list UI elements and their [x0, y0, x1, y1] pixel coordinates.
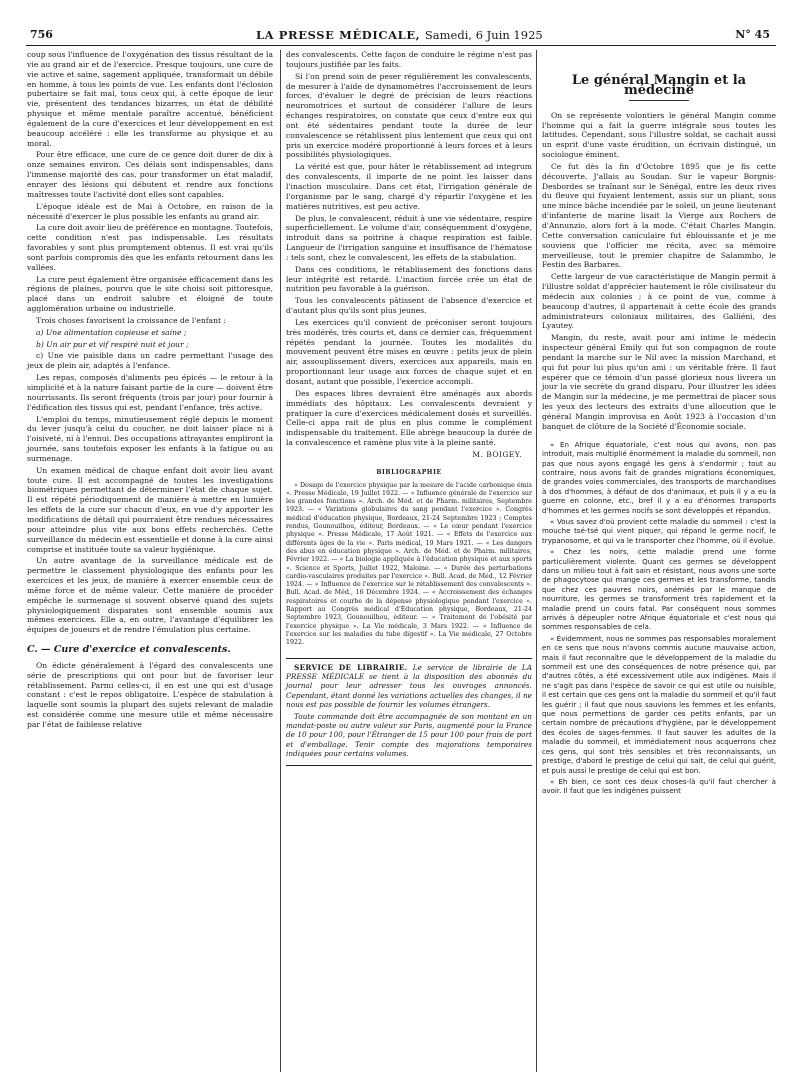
paragraph: Cette largeur de vue caractéristique de Mangin permit à l'illustre soldat d'apprécier hautement le rôle civilisateur du médecin aux colonies ; à ce point de vue, comme à beaucoup d'autres, il appartenait à cette école des grands administrateurs coloniaux militaires, des Galliéni, des Lyautey. [542, 272, 776, 331]
paragraph: Un autre avantage de la surveillance médicale est de permettre le classement physiologique des enfants pour les exercices et les jeux, de manière à exercer ensemble ceux de même force et de même valeur. Cette manière de procéder empêche le surmenage si souvent observé quand des sujets physiologiquement disparates sont ensemble soumis aux mêmes exercices. Elle a, en outre, l'avantage d'équilibrer les équipes de joueurs et de rendre l'émulation plus certaine. [27, 556, 273, 635]
paragraph: Trois choses favorisent la croissance de l'enfant : [36, 315, 226, 325]
paragraph: Ce fut dès la fin d'Octobre 1895 que je fis cette découverte. J'allais au Soudan. Sur le vapeur Borgnis-Desbordes se traînant sur le Sénégal, entre les deux rives du fleuve qui fuyaient lentement, assis sur un pliant, sous une mince bâche incendiée par le soleil, un jeune lieutenant d'infanterie de marine lisait la Vierge aux Rochers de d'Annunzio, alors fort à la mode. C'était Charles Mangin. Cette conversation caniculaire fut éblouissante et je me souviens que l'officier me récita, avec sa mémoire merveilleuse, tout le premier chapitre de Salammbo, le Festin des Barbares. [542, 161, 776, 270]
list-item: c) Une vie paisible dans un cadre permettant l'usage des jeux de plein air, adaptés à l'enfance. [27, 351, 273, 371]
column-1 [27, 50, 273, 732]
notice-text-2: Toute commande doit être accompagnée de son montant en un mandat-poste ou autre valeur sur Paris, augmenté pour la France de 10 pour 100, pour l'Étranger de 15 pour 100 pour frais de port et d'emballage. Tenir compte des majorations temporaires indiquées pour certains volumes. [286, 711, 532, 759]
header-rule [26, 45, 776, 46]
paragraph: L'époque idéale est de Mai à Octobre, en raison de la nécessité d'exercer le plus possible les enfants au grand air. [27, 201, 273, 221]
paragraph: Les repas, composés d'aliments peu épicés — le retour à la simplicité et à la nature faisant partie de la cure — doivent être nourrissants. Ils seront fréquents (trois par jour) pour fournir à l'édification des tissus qui est, pendant l'enfance, très active. [27, 373, 273, 412]
paragraph: De plus, le convalescent, réduit à une vie sédentaire, respire superficiellement. Le volume d'air, conséquemment d'oxygène, introduit dans sa poitrine à chaque respiration est faible. Langueur de l'irrigation sanguine et insuffisance de l'hématose : tels sont, chez le convalescent, les effets de la stabulation. [286, 213, 532, 262]
list-item: b) Un air pur et vif respiré nuit et jour ; [36, 339, 189, 349]
journal-masthead [256, 28, 543, 42]
paragraph: Pour être efficace, une cure de ce genre doit durer de dix à onze semaines environ. Ces délais sont indispensables, dans l'immense majorité des cas, pour transformer un état maladif, enrayer des lésions qui débutent et rendre aux fonctions maîtresses toute l'activité dont elles sont capables. [27, 150, 273, 199]
notice-title: SERVICE DE LIBRAIRIE. [294, 662, 408, 672]
quote-paragraph: « Évidemment, nous ne sommes pas responsables moralement en ce sens que nous n'avons commis aucune mauvaise action, mais il faut reconnaître que le développement de la maladie du sommeil est une des conséquences de notre présence qui, par d'autres côtés, a été excessivement utile aux indigènes. Mais il ne s'agit pas dans l'espèce de savoir ce qui est utile ou nuisible, il est certain que ces gens ont la maladie du sommeil et qu'il faut les guérir ; il faut que nous sauvions les femmes et les enfants, que nous permettions de garder ces petits enfants, par un certain nombre de précautions d'hygiène, par le développement des écoles de sages-femmes. Il faut sauver les adultes de la maladie du sommeil, et immédiatement nous acquerrons chez ces gens, qui sont très sensibles et très reconnaissants, un prestige, d'abord le prestige de celui qui sait, de celui qui guérit, et puis aussi le prestige de celui qui est bon. [542, 633, 776, 775]
article-title: Le général Mangin et la médecine [571, 73, 747, 98]
paragraph: Mangin, du reste, avait pour ami intime le médecin inspecteur général Emily qui fut son compagnon de route pendant la marche sur le Nil avec la mission Marchand, et qui fut pour lui plus qu'un ami : un véritable frère. Il faut espérer que ce témoin d'un passé glorieux nous livrera un jour la vie secrète du grand disparu. Pour illustrer les idées de Mangin sur la médecine, je me permettrai de placer sous les yeux des lecteurs des extraits d'une allocution que le général Mangin improvisa en Août 1923 à l'occasion d'un banquet de clôture de la Société d'Économie sociale. [542, 333, 776, 431]
paragraph: La cure doit avoir lieu de préférence en montagne. Toutefois, cette condition n'est pas indispensable. Les résultats favorables y sont plus promptement obtenus. Il est vrai qu'ils sont parfois compromis dès que les enfants retournent dans les vallées. [27, 223, 273, 272]
author-signature: M. BOIGEY. [472, 449, 522, 459]
quote-paragraph: « Chez les noirs, cette maladie prend une forme particulièrement violente. Quant ces germes se développent dans un milieu tout à fait sain et résistant, nous avons une sorte de phagocytose qui mange ces germes et les transforme, tandis que chez ces pauvres noirs, anémiés par le manque de nourriture, les germes se transforment très rapidement et la maladie prend un cours fatal. Par conséquent nous sommes arrivés à dépeupler notre Afrique équatoriale et c'est nous qui sommes responsables de cela. [542, 547, 776, 632]
paragraph: On édicte généralement à l'égard des convalescents une série de prescriptions qui ont pour but de favoriser leur rétablissement. Parmi celles-ci, il en est une qui est d'usage constant : c'est le repos obligatoire. L'espèce de stabulation à laquelle sont soumis la plupart des sujets relevant de maladie est considérée comme une mesure utile et même nécessaire par l'état de faiblesse relative [27, 660, 273, 729]
issue-date: Samedi, 6 Juin 1925 [424, 28, 543, 42]
paragraph: La vérité est que, pour hâter le rétablissement ad integrum des convalescents, il importe de ne point les laisser dans l'inaction musculaire. Dans cet état, l'irrigation générale de l'organisme par le sang, chargé d'y répartir l'oxygène et les matières nutritives, est peu active. [286, 162, 532, 211]
paragraph: Des espaces libres devraient être aménagés aux abords immédiats des hôpitaux. Les convalescents devraient y pratiquer la cure d'exercices médicalement dosés et surveillés. Celle-ci appa rait de plus en plus comme le complément indispensable du traitement. Elle abrège beaucoup la durée de la convalescence et ramène plus vite à la pleine santé. [286, 388, 532, 448]
paragraph: coup sous l'influence de l'oxygénation des tissus résultant de la vie au grand air et de l'exercice. Presque toujours, une cure de vie active et saine, sagement appliquée, transformait un débile en homme, à tous les points de vue. Les enfants dont l'éclosion pubertaire se fait mal, tous ceux qui, à cette époque de leur vie, présentent des tendances bizarres, un état de débilité physique et même mentale paraître accentué, bénéficient également de la cure d'exercices et leur développement en est beaucoup accéléré : elle les transforme au physique et au moral. [27, 50, 273, 148]
quote-paragraph: « En Afrique équatoriale, c'est nous qui avons, non pas introduit, mais multiplié énormément la maladie du sommeil, non pas que nous ayons engagé les gens à s'endormir ; tout au contraire, nous avons fait de grandes migrations économiques, de grandes voies commerciales, des transports de marchandises à dos d'hommes, à défaut de dos d'animaux, et puis il y a eu la guerre en colonne, etc., bref il y a eu d'énormes transports d'hommes et les germes nocifs se sont développés et répandus. [542, 439, 776, 515]
list-item: a) Une alimentation copieuse et saine ; [36, 327, 187, 337]
page-header [26, 2, 774, 42]
quote-paragraph: « Eh bien, ce sont ces deux choses-là qu'il faut chercher à avoir. Il faut que les indigènes puissent [542, 776, 776, 796]
page-number: 756 [30, 28, 53, 41]
paragraph: Dans ces conditions, le rétablissement des fonctions dans leur intégrité est retardé. L'inaction forcée crée un état de nutrition peu favorable à la guérison. [286, 264, 532, 294]
bibliography-heading: BIBLIOGRAPHIE [376, 468, 442, 476]
paragraph: Les exercices qu'il convient de préconiser seront toujours très modérés, très courts et, dans ce dernier cas, fréquemment répétés pendant la journée. Toutes les modalités du mouvement peuvent être mises en œuvre : petits jeux de plein air, assouplissement divers, exercices aux appareils, mais en proportionnant leur usage aux forces de chaque sujet et en dosant, autant que possible, l'exercice accompli. [286, 317, 532, 386]
paragraph: des convalescents. Cette façon de conduire le régime n'est pas toujours justifiée par les faits. [286, 50, 532, 69]
issue-number: N° 45 [735, 28, 770, 41]
bibliography-text: « Dosage de l'exercice physique par la mesure de l'acide carbonique émis ». Presse Médicale, 19 Juillet 1922. — « Influence générale de l'exercice sur les grandes fonctions ». Arch. de Méd. et de Pharm. militaires, Septembre 1923. — « Variations globulaires du sang pendant l'exercice ». Congrès médical d'éducation physique, Bordeaux, 21-24 Septembre 1923 ; Comptes rendus, Gounouilhou, éditeur, Bordeaux. — « Le cœur pendant l'exercice physique ». Presse Médicale, 17 Août 1921. — « Effets de l'exercice aux différents âges de la vie ». Paris médical, 19 Mars 1921. — « Les dangers des abus en éducation physique ». Arch. de Méd. et de Pharm. militaires, Février 1922. — « La biologie appliquée à l'éducation physique et aux sports ». Science et Sports, Juillet 1922, Maloine. — « Durée des perturbations cardio-vasculaires produites par l'exercice ». Bull. Acad. de Méd., 12 Février 1924. — « Influence de l'exercice sur le rétablissement des convalescents ». Bull. Acad. de Méd., 16 Décembre 1924. — « Accroissement des échanges respiratoires et courbe de la dépense physiologique pendant l'exercice ». Rapport au Congrès médical d'Éducation physique, Bordeaux, 21-24 Septembre 1923, Gounouilhou, éditeur. — « Traitement de l'obésité par l'exercice physique ». La Vie médicale, 3 Mars 1922. — « Influence de l'exercice sur les maladies du tube digestif ». La Vie médicale, 27 Octobre 1922. [286, 481, 532, 647]
paragraph: Si l'on prend soin de peser régulièrement les convalescents, de mesurer à l'aide de dynamomètres l'accroissement de leurs forces, d'évaluer le degré de précision de leurs réactions neuromotrices et surtout de considérer l'allure de leurs échanges respiratoires, on constate que ceux d'entre eux qui ont été sédentaires pendant toute la durée de leur convalescence se rétablissent plus lentement que ceux qui ont pris un exercice modéré proportionné à leurs forces et à leurs possibilités physiologiques. [286, 71, 532, 160]
column-divider-2 [536, 50, 537, 1072]
paragraph: La cure peut également être organisée efficacement dans les régions de plaines, pourvu que le site choisi soit pittoresque, placé dans un endroit salubre et éloigné de toute agglomération urbaine ou industrielle. [27, 274, 273, 314]
quote-paragraph: « Vous savez d'où provient cette maladie du sommeil : c'est la mouche tsé-tsé qui vient piquer, qui répand le germe nocif, le trypanosome, et qui va le transporter chez l'homme, où il évolue. [542, 516, 776, 545]
column-divider-1 [280, 50, 281, 1072]
journal-name: LA PRESSE MÉDICALE, [256, 28, 421, 42]
paragraph: On se représente volontiers le général Mangin comme l'homme qui a fait la guerre intégrale sous toutes les latitudes. Cependant, sous l'illustre soldat, se cachait aussi un esprit d'une vaste érudition, un écrivain distingué, un sociologue éminent. [542, 110, 776, 160]
column-3 [542, 50, 776, 798]
notice-text: Le service de librairie de LA PRESSE MÉDICALE se tient à la disposition des abonnés du journal pour leur adresser tous les ouvrages annoncés. Cependant, étant donné les variations actuelles des changes, il ne nous est pas possible de fournir les volumes étrangers. [286, 662, 533, 710]
quotation [542, 440, 776, 796]
paragraph: Un examen médical de chaque enfant doit avoir lieu avant toute cure. Il est accompagné de toutes les investigations biométriques permettant de déterminer l'état de chaque sujet. Il est répété périodiquement de manière à mettre en lumière les effets de la cure sur chacun d'eux, en vue d'y apporter les modifications de détail qui pourraient être rendues nécessaires pour atteindre plus vite aux bons effets recherchés. Cette surveillance du médecin est essentielle et donne à la cure ainsi comprise et instituée toute sa valeur hygiénique. [27, 465, 273, 554]
section-heading: C. — Cure d'exercice et convalescents. [27, 644, 231, 656]
bookshop-notice [286, 658, 532, 766]
paragraph: Tous les convalescents pâtissent de l'absence d'exercice et d'autant plus qu'ils sont plus jeunes. [286, 296, 532, 316]
paragraph: L'emploi du temps, minutieusement réglé depuis le moment du lever jusqu'à celui du coucher, ne doit laisser place ni à l'oisiveté, ni à l'ennui. Des occupations attrayantes empliront la journée, sans toutefois exposer les enfants à la fatigue ou au surmenage. [27, 414, 273, 463]
column-2 [286, 50, 532, 766]
title-rule [629, 100, 689, 101]
